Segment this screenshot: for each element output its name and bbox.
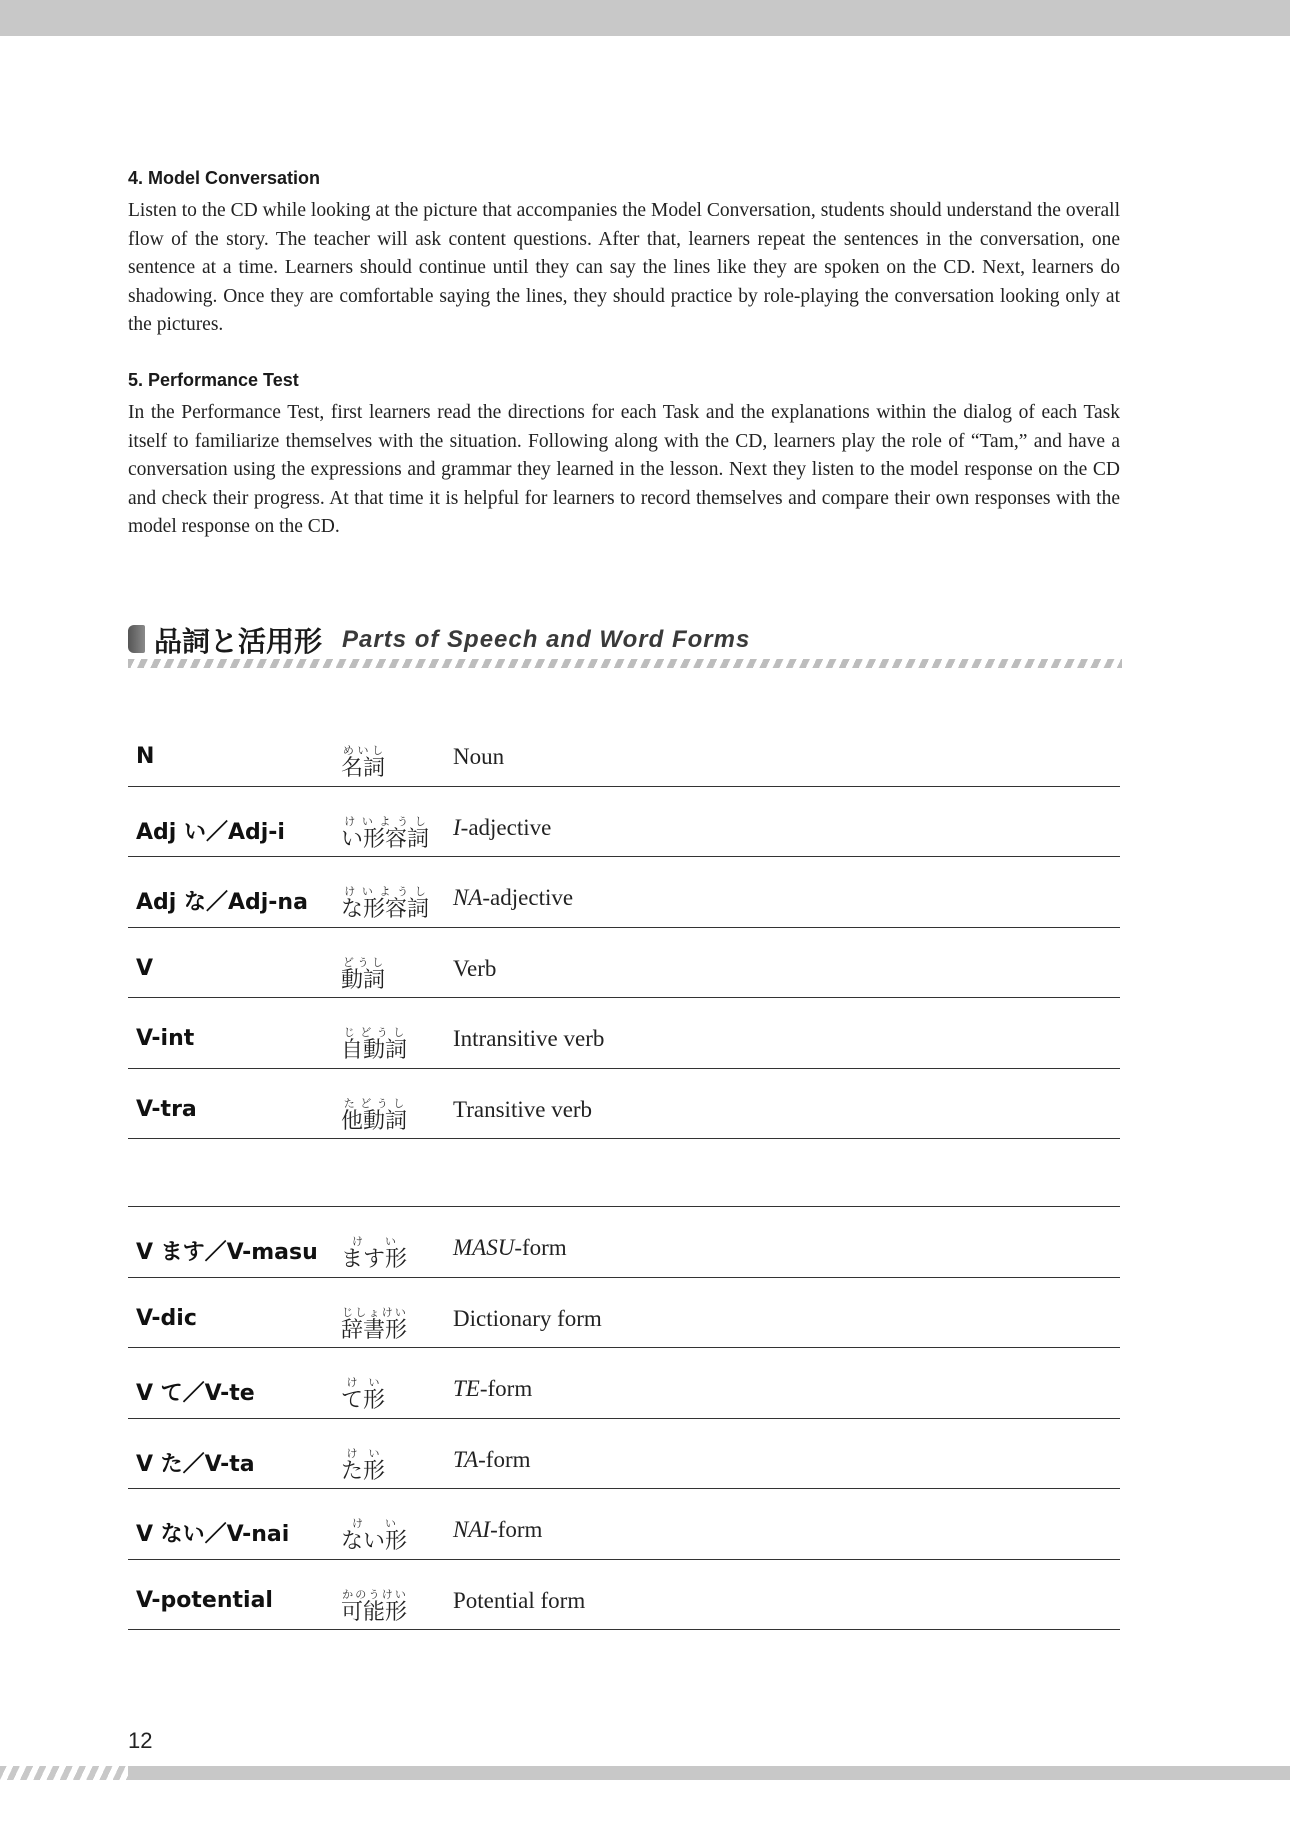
furigana: どうし	[341, 955, 385, 969]
abbreviation: V-dic	[136, 1305, 197, 1331]
furigana: じしょけい	[341, 1305, 407, 1319]
abbreviation: V て／V-te	[136, 1381, 255, 1406]
table-row	[128, 1207, 1120, 1278]
parts-of-speech-table	[128, 716, 1120, 1139]
abbreviation: Adj な／Adj-na	[136, 890, 308, 915]
english-meaning: Transitive verb	[453, 1096, 593, 1122]
japanese-term: 可能形かのうけい	[341, 1587, 408, 1625]
section-heading-performance-test: 5. Performance Test	[128, 369, 299, 390]
japanese-term: ます形けい	[341, 1235, 408, 1272]
japanese-term: 自動詞じどうし	[341, 1026, 408, 1063]
title-english: Parts of Speech and Word Forms	[342, 626, 751, 653]
furigana: めいし	[341, 744, 385, 757]
abbreviation: Adj い／Adj-i	[136, 819, 285, 845]
table-row	[128, 998, 1120, 1069]
furigana: けいようし	[341, 885, 430, 898]
english-meaning: Verb	[453, 955, 497, 981]
furigana: かのうけい	[341, 1587, 407, 1601]
page-number: 12	[128, 1728, 153, 1753]
english-meaning: Noun	[453, 744, 505, 769]
table-row	[128, 1560, 1120, 1631]
footer-bar	[128, 1766, 1290, 1780]
japanese-term: 辞書形じしょけい	[341, 1305, 408, 1343]
table-row	[128, 1348, 1120, 1419]
japanese-term: い形容詞けいようし	[341, 814, 430, 852]
furigana: けい	[341, 1235, 408, 1248]
english-meaning: MASU-form	[453, 1235, 567, 1260]
table-row	[128, 1278, 1120, 1349]
title-divider-stripe	[128, 659, 1122, 668]
section-body-performance-test: In the Performance Test, first learners read the directions for each Task and the explanations within the dialog of each Task itself to familiarize themselves with the situation. Following along with the CD, learners play the role of “Tam,” and have a conversation using the expressions and grammar they learned in the lesson. Next they listen to the model response on the CD and check their progress. At that time it is helpful for learners to record themselves and compare their own responses with the model response on the CD.	[128, 401, 1120, 538]
english-meaning: TA-form	[453, 1446, 531, 1472]
footer-stripe	[0, 1766, 128, 1780]
furigana: たどうし	[341, 1096, 408, 1110]
furigana: けい	[341, 1376, 386, 1389]
instructions-content	[128, 168, 1120, 542]
table-row	[128, 787, 1120, 858]
abbreviation: V	[136, 955, 154, 981]
english-meaning: Intransitive verb	[453, 1026, 605, 1051]
top-header-bar	[0, 0, 1290, 36]
abbreviation: N	[136, 744, 155, 769]
english-meaning: NA-adjective	[453, 885, 574, 910]
word-forms-table	[128, 1206, 1120, 1630]
abbreviation: V-tra	[136, 1096, 197, 1122]
table-row	[128, 1489, 1120, 1560]
table-row	[128, 716, 1120, 787]
table-row	[128, 928, 1120, 999]
abbreviation: V-int	[136, 1026, 195, 1051]
japanese-term: て形けい	[341, 1376, 386, 1413]
furigana: けい	[341, 1446, 386, 1460]
english-meaning: NAI-form	[453, 1517, 543, 1542]
english-meaning: I-adjective	[453, 814, 552, 840]
section-body-model-conversation: Listen to the CD while looking at the picture that accompanies the Model Conversation, students should understand the overall flow of the story. The teacher will ask content questions. After that, learners repeat the sentences in the conversation, one sentence at a time. Learners should continue until they can say the lines like they are spoken on the CD. Next, learners do shadowing. Once they are comfortable saying the lines, they should practice by role-playing the conversation looking only at the pictures.	[128, 200, 1120, 336]
japanese-term: 他動詞たどうし	[341, 1096, 408, 1134]
abbreviation: V-potential	[136, 1587, 273, 1613]
english-meaning: Dictionary form	[453, 1305, 602, 1331]
furigana: けい	[341, 1517, 408, 1530]
table-row	[128, 857, 1120, 928]
abbreviation: V ます／V-masu	[136, 1240, 318, 1265]
japanese-term: 動詞どうし	[341, 955, 386, 993]
japanese-term: 名詞めいし	[341, 744, 386, 781]
abbreviation: V た／V-ta	[136, 1451, 255, 1477]
title-japanese: 品詞と活用形	[154, 625, 323, 658]
section-marker-icon	[128, 625, 145, 653]
table-row	[128, 1069, 1120, 1140]
abbreviation: V ない／V-nai	[136, 1522, 290, 1547]
english-meaning: TE-form	[453, 1376, 533, 1401]
furigana: けいようし	[341, 814, 430, 828]
table-row	[128, 1419, 1120, 1490]
furigana: じどうし	[341, 1026, 408, 1039]
japanese-term: ない形けい	[341, 1517, 408, 1554]
japanese-term: な形容詞けいようし	[341, 885, 430, 922]
japanese-term: た形けい	[341, 1446, 386, 1484]
section-heading-model-conversation: 4. Model Conversation	[128, 168, 321, 188]
english-meaning: Potential form	[453, 1587, 586, 1613]
